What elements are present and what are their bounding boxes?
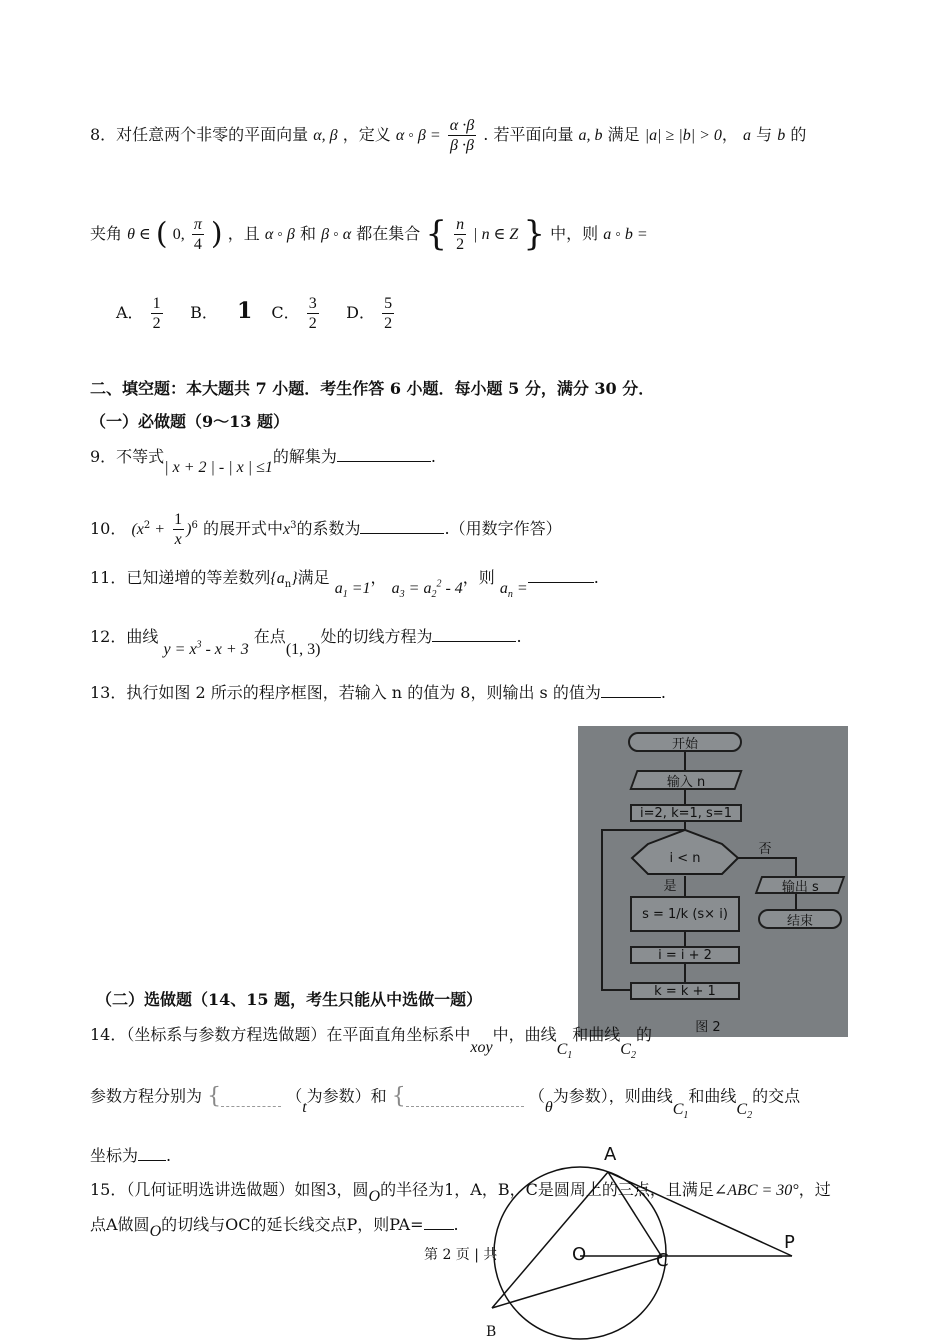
q14-line3-text: 坐标为 [90,1146,139,1165]
option-d-label: D． [346,303,375,323]
q8-text: 8．对任意两个非零的平面向量 [90,125,309,145]
q14-c2b-sub: 2 [747,1109,753,1121]
q8-after-def: . 若平面向量 [483,125,574,145]
figure3-circle-diagram [470,1138,810,1344]
q14-param2: 为参数），则曲线 [552,1086,673,1106]
q10-square: 2 [143,519,151,531]
label-b: B [486,1324,497,1340]
q11-seq-sub: n [284,579,292,591]
q8-interval-close: ) [210,216,223,252]
q8-satisfy: 满足 [607,125,640,145]
q14-param-eq2-body [406,1087,524,1107]
option-b-value: 1 [236,298,253,325]
q9-post: 的解集为 [272,447,337,466]
q11-c1-val: =1 [347,580,371,597]
q8-line1 [90,116,806,155]
flowchart-assign-s: s = 1/k (s× i) [630,896,740,932]
q15-line2-pre: 点A做圆 [90,1215,150,1234]
q12-cube: 3 [196,639,202,651]
q14-c2-letter: C [620,1041,631,1058]
q8-set-rest: | n ∈ Z [473,225,519,243]
q14-c2-sub: 2 [630,1050,636,1062]
q8-op-num: α ·β [449,117,475,134]
q8-op-fraction [448,116,476,155]
q14-param1: 为参数）和 [306,1086,387,1106]
q8-set-n: n [456,215,465,233]
q11-then: ，则 [462,568,495,587]
q9-answer-blank [337,447,431,462]
q14-and: 和曲线 [572,1025,621,1044]
q8-interval-open: ( [155,216,168,252]
q8-define: ，定义 [342,125,391,145]
segment-ab [492,1172,608,1308]
flowchart-figure [578,726,848,1037]
q8-result: a ◦ b = [603,225,648,243]
q8-and: ，且 [227,223,260,243]
q8-pi-over-4 [192,215,204,254]
flowchart-no-label: 否 [758,841,772,857]
q8-options [116,294,396,333]
q11-comma: ， [370,568,387,587]
q11-eq: = [512,580,528,597]
q14-pre: 14．（坐标系与参数方程选做题）在平面直角坐标系中 [90,1025,471,1044]
option-a-value [151,294,163,333]
flowchart-input [629,770,742,790]
q14-c2 [620,1041,636,1062]
q11-c2: a [391,580,400,597]
q8-angle-label: 夹角 [90,223,123,243]
q11-seq-end: } [291,570,298,587]
section2-heading: 二、填空题：本大题共 7 小题．考生作答 6 小题．每小题 5 分，满分 30 分． [90,379,655,398]
q10-answer-blank [360,519,444,534]
q14-param-eq1: { [207,1084,222,1109]
flowchart-caption: 图 2 [695,1019,721,1035]
q12-point: (1, 3) [285,641,321,658]
q14-param-t: t [302,1098,307,1116]
q8-b: b [777,127,786,145]
q14-c1 [556,1041,573,1062]
q11-a: a [499,580,508,597]
flowchart-condition: i < n [669,850,701,866]
label-p: P [784,1232,795,1253]
q8-he: 和 [299,223,316,243]
q8-pi: π [193,215,202,233]
q8-op-den: β ·β [450,137,474,155]
q15-line2-mid: 的切线与OC的延长线交点P，则PA= [161,1215,424,1234]
q14-param-eq2: { [391,1084,406,1109]
q11-seq: {a [270,570,285,587]
q15-end: . [453,1215,459,1234]
flowchart-start: 开始 [628,732,742,752]
q11-cond1 [334,580,371,601]
q15-o: O [368,1188,381,1205]
q10-expr-left: (x [131,521,144,539]
q11-a-sub: n [507,589,513,601]
option-d-value [382,294,394,333]
q12-post: 处的切线方程为 [320,627,433,646]
option-d-den: 2 [384,315,393,333]
q9 [90,447,436,476]
option-c-den: 2 [308,315,317,333]
q14-answer-blank [138,1146,166,1161]
q12-expr-main: y = x [163,641,197,658]
q14-line2-pre: 参数方程分别为 [90,1086,203,1106]
option-c-label: C． [271,303,300,323]
q14-intersect: 的交点 [752,1086,801,1106]
q11 [90,568,599,601]
label-a: A [604,1144,617,1165]
q8-vars: α, β [313,127,338,145]
flowchart-init: i=2, k=1, s=1 [630,804,742,822]
q11-end: . [593,568,599,587]
option-a-label: A． [116,303,144,323]
q11-c1: a [334,580,343,597]
q8-theta-in: θ ∈ [127,225,151,243]
label-c: C [656,1250,669,1271]
flowchart-inc-k: k = k + 1 [630,982,740,1000]
page-footer: 第 2 页 | 共 [424,1247,498,1263]
q11-pre: 11．已知递增的等差数列 [90,568,271,587]
flowchart-inc-i: i = i + 2 [630,946,740,964]
q8-a: a [743,127,752,145]
q11-c2-square: 2 [436,578,442,590]
q8-set-frac [454,215,466,254]
q14-param-eq1-body [221,1087,281,1107]
flowchart-yes-label: 是 [663,878,677,894]
q15-angle: ∠ABC = 30° [713,1182,799,1199]
option-c-value [307,294,319,333]
option-d-num: 5 [384,295,393,312]
q14-line2: 参数方程分别为 { （t为参数）和 { （θ为参数），则曲线$C_1$和曲线$C_2$的交点 [90,1084,801,1121]
q14-line3 [90,1146,171,1165]
q14-c1-letter: C [556,1041,568,1058]
option-a-num: 1 [152,295,161,312]
q9-pre: 9．不等式 [90,447,165,466]
q8-aob: α ◦ β [264,225,295,243]
q11-an [499,580,528,601]
q11-c2-sub2: 2 [431,589,437,601]
q10-den: x [174,531,182,549]
q14-line1 [90,1025,652,1062]
q15-mid: 的半径为1，A，B，C是圆周上的三点，且满足 [380,1180,714,1199]
q15-answer-blank [424,1215,454,1230]
q15-line1-end: ，过 [798,1180,831,1199]
q12 [90,627,522,658]
option-b-label: B． [190,303,218,323]
q8-zero: 0, [172,225,185,243]
q15-pre: 15．（几何证明选讲选做题）如图3，圆 [90,1180,369,1199]
q10-x: x [282,521,291,539]
q8-with: 与 [756,125,773,145]
q14-de: 的 [635,1025,652,1044]
q11-c2-sub: 3 [399,589,405,601]
flowchart-output [755,876,846,894]
q13-end: . [660,683,666,702]
flowchart-input-label: 输入 n [666,774,706,790]
q9-expr: | x + 2 | - | x | ≤1 [164,459,273,476]
q9-end: . [430,447,436,466]
section2-required: （一）必做题（9～13 题） [90,412,289,431]
q14-param-theta: θ [544,1098,553,1116]
option-c-num: 3 [308,295,317,312]
q15-o2: O [149,1223,162,1240]
q12-pre: 12．曲线 [90,627,159,646]
q11-cond2 [391,578,463,601]
section2-optional: （二）选做题（14、15 题，考生只能从中选做一题） [96,990,483,1009]
q11-c2-rest: - 4 [441,580,463,597]
q8-ab: a, b [578,127,603,145]
q10-post: 的系数为 [296,519,361,539]
q10-mid: 的展开式中 [202,519,283,539]
q8-set-2: 2 [456,235,465,253]
q10-cube: 3 [290,519,297,531]
q14-c1b-sub: 1 [683,1109,689,1121]
q8-condition: |a| ≥ |b| > 0 [644,127,722,145]
q13-answer-blank [601,683,661,698]
q8-comma: ， [721,125,738,145]
q10-end: .（用数字作答） [444,519,562,539]
q13-text: 13．执行如图 2 所示的程序框图，若输入 n 的值为 8，则输出 s 的值为 [90,683,601,702]
q8-de: 的 [790,125,807,145]
option-a-den: 2 [152,315,161,333]
q14-c2-b [736,1100,753,1121]
q10 [90,510,562,549]
q12-answer-blank [432,627,516,642]
q14-c1-b [672,1100,689,1121]
q14-xoy: xoy [470,1039,493,1056]
q8-op-lhs: α ◦ β = [395,127,441,145]
q10-expr-right: ) [186,521,192,539]
q10-plus: + [150,521,166,539]
q8-boa: β ◦ α [321,225,352,243]
q12-expr-rest: - x + 3 [201,641,249,658]
q14-c1-sub: 1 [567,1050,573,1062]
q14-c2b-letter: C [736,1100,748,1118]
q12-expr [163,641,248,658]
q10-frac [172,510,184,549]
q14-c1b-letter: C [672,1100,684,1118]
q10-power: 6 [191,519,198,531]
q12-end: . [516,627,522,646]
q12-at: 在点 [253,627,286,646]
q11-satisfy: 满足 [297,568,330,587]
q14-and2: 和曲线 [688,1086,737,1106]
q11-answer-blank [528,568,594,583]
q14-mid: 中，曲线 [492,1025,557,1044]
q10-pre: 10． [90,519,127,539]
q15-line2 [90,1215,459,1240]
q10-num: 1 [174,511,183,528]
q8-in-set: 都在集合 [356,223,421,243]
q8-four: 4 [193,235,202,253]
q11-c1-sub: 1 [342,589,348,601]
q14-end: . [166,1146,172,1165]
q8-line2: 夹角 θ ∈ ( 0, $\frac{\pi}{4}$ ) ，且 α ◦ β 和 β ◦ α 都在集合 { $\frac{n}{2}$ | n ∈ Z } 中，则 a ◦ b = [90,214,648,254]
flowchart-output-label: 输出 s [781,879,819,895]
label-o: O [572,1244,587,1265]
q13 [90,683,666,702]
segment-ap [608,1172,792,1256]
flowchart-end: 结束 [758,909,842,929]
q8-then: 中，则 [550,223,599,243]
q11-c2-val: = a [404,580,432,597]
